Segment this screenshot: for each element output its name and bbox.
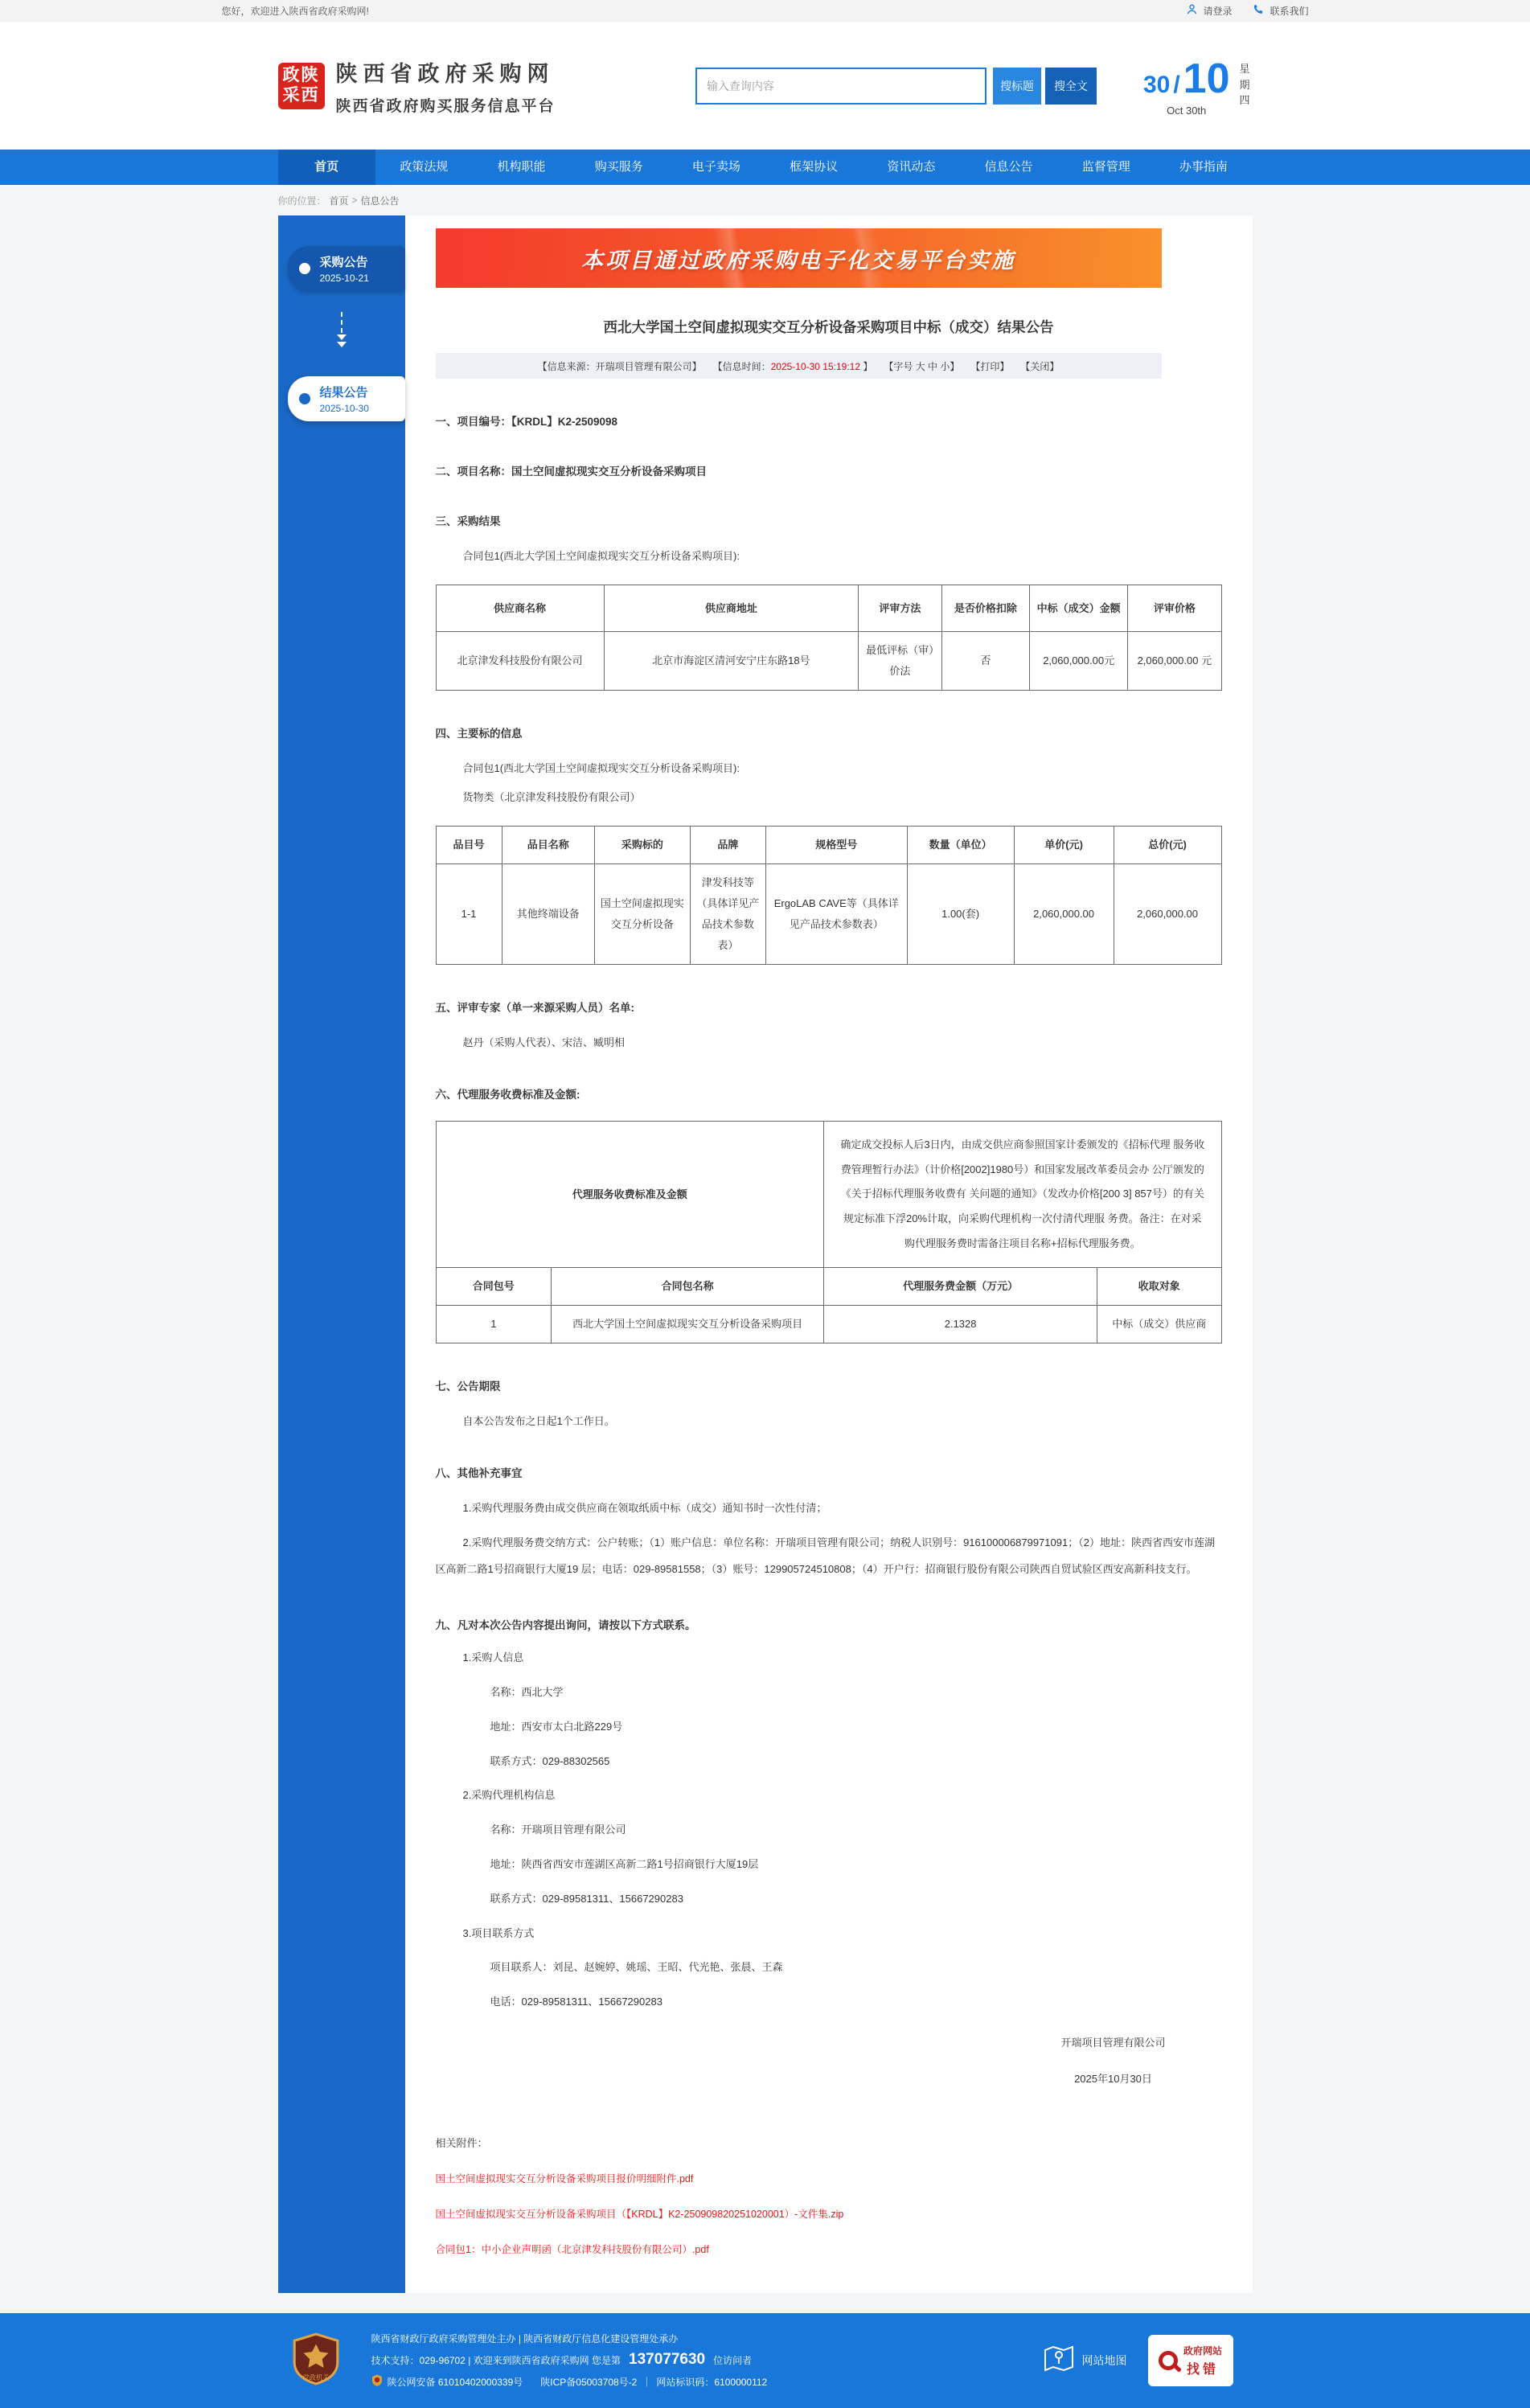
gov-website-error-report-button[interactable]: 政府网站 找错 — [1148, 2335, 1233, 2386]
phone-icon — [1253, 3, 1265, 18]
contact-link[interactable]: 联系我们 — [1253, 3, 1308, 18]
nav-item-e-mall[interactable]: 电子卖场 — [691, 160, 740, 174]
nav-item-guide[interactable]: 办事指南 — [1179, 160, 1228, 174]
contact-line: 名称：西北大学 — [490, 1686, 564, 1699]
main-items-table — [436, 826, 1222, 965]
site-code: 网站标识码：6100000112 — [656, 2376, 768, 2388]
table-row: 北京津发科技股份有限公司 北京市海淀区清河安宁庄东路18号 最低评标（审）价法 否 2,060,000.00元 2,060,000.00 元 — [436, 632, 1221, 691]
map-icon — [1044, 2345, 1074, 2375]
section-3-heading: 三、采购结果 — [435, 515, 501, 527]
close-button[interactable]: 【关闭】 — [1020, 360, 1060, 372]
announcement-timeline-sidebar — [278, 215, 405, 2293]
announcement-period: 自本公告发布之日起1个工作日。 — [462, 1415, 615, 1428]
police-badge-icon — [371, 2374, 383, 2389]
timeline-step-procurement-announcement[interactable]: 采购公告 2025-10-21 — [288, 246, 405, 291]
section-5-heading: 五、评审专家（单一来源采购人员）名单: — [435, 1002, 634, 1015]
nav-item-policies[interactable]: 政策法规 — [400, 160, 449, 174]
magnifier-icon — [1159, 2351, 1178, 2370]
nav-item-news[interactable]: 资讯动态 — [887, 160, 936, 174]
section-9-heading: 九、凡对本次公告内容提出询问，请按以下方式联系。 — [435, 1619, 696, 1632]
fee-standard-description: 确定成交投标人后3日内，由成交供应商参照国家计委颁发的《招标代理 服务收费管理暂行办法》（计价格[2002]1980号）和国家发展改革委员会办 公厅颁发的《关于招标代理服务收费有 关问题的通知》（发改办价格[200 3] 857号）的有关规定标准下浮20%计取，向采购代理机构一次付清代理服 务费。备注：在对采购代理服务费时需备注项目名称+招标代理服务费。 — [824, 1122, 1221, 1268]
welcome-text: 您好，欢迎进入陕西省政府采购网! — [221, 5, 369, 17]
site-footer — [0, 2313, 1530, 2408]
nav-item-home[interactable]: 首页 — [278, 150, 375, 185]
agency-fee-table — [436, 1121, 1222, 1343]
section-7-heading: 七、公告期限 — [435, 1380, 501, 1393]
expert-list: 赵丹（采购人代表）、宋洁、臧明相 — [462, 1036, 626, 1049]
breadcrumb-current: 信息公告 — [360, 195, 400, 207]
nav-item-purchase-services[interactable]: 购买服务 — [594, 160, 643, 174]
date-weekday: 星期四 — [1239, 63, 1250, 106]
date-month: 10 — [1183, 55, 1230, 102]
attachment-link[interactable]: 国土空间虚拟现实交互分析设备采购项目报价明细附件.pdf — [435, 2172, 694, 2184]
platform-banner: 本项目通过政府采购电子化交易平台实施 — [436, 228, 1162, 288]
contact-line: 名称：开瑞项目管理有限公司 — [490, 1823, 626, 1836]
search-fulltext-button[interactable]: 搜全文 — [1045, 68, 1097, 105]
table-row: 1-1 其他终端设备 国土空间虚拟现实交互分析设备 津发科技等（具体详见产品技术参数表） ErgoLAB CAVE等（具体详见产品技术参数表） 1.00(套) 2,060,000.00 2,060,000.00 — [436, 864, 1221, 965]
section-4-heading: 四、主要标的信息 — [435, 728, 523, 740]
nav-item-announcements[interactable]: 信息公告 — [984, 160, 1033, 174]
timeline-arrow-down-icon — [341, 312, 343, 347]
print-button[interactable]: 【打印】 — [970, 360, 1010, 372]
announcement-title: 西北大学国土空间虚拟现实交互分析设备采购项目中标（成交）结果公告 — [603, 319, 1054, 335]
contract-package-intro: 合同包1(西北大学国土空间虚拟现实交互分析设备采购项目): — [462, 762, 740, 775]
meta-source: 【信息来源：开瑞项目管理有限公司】 — [537, 360, 702, 372]
goods-category-line: 货物类（北京津发科技股份有限公司） — [462, 791, 641, 804]
contact-line: 联系方式：029-88302565 — [490, 1754, 610, 1767]
font-size-controls[interactable]: 【字号 大 中 小】 — [884, 360, 960, 372]
attachments-section — [436, 2135, 1222, 2256]
section-6-heading: 六、代理服务收费标准及金额: — [435, 1089, 580, 1101]
main-navigation — [0, 150, 1530, 185]
breadcrumb: 你的位置： 首页 > 信息公告 — [277, 195, 400, 207]
main-content — [278, 215, 1253, 2293]
beian-link[interactable]: 陕公网安备 61010402000339号 — [387, 2376, 523, 2388]
nav-item-framework[interactable]: 框架协议 — [790, 160, 839, 174]
table-header-row: 合同包号 合同包名称 代理服务费金额（万元） 收取对象 — [436, 1268, 1221, 1306]
date-widget: 30 /10 Oct 30th 星期四 — [1143, 55, 1253, 117]
svg-text:党政机关: 党政机关 — [302, 2373, 329, 2381]
timeline-dot — [299, 393, 310, 404]
date-english: Oct 30th — [1167, 105, 1207, 117]
logo-seal-icon: 政陕 采西 — [278, 63, 325, 109]
signature-company: 开瑞项目管理有限公司 — [1060, 2037, 1166, 2049]
footer-organizer-line: 陕西省财政厅政府采购管理处主办 | 陕西省财政厅信息化建设管理处承办 — [371, 2333, 679, 2345]
icp-link[interactable]: 陕ICP备05003708号-2 — [540, 2376, 638, 2388]
table-header-row: 供应商名称 供应商地址 评审方法 是否价格扣除 中标（成交）金额 评审价格 — [436, 585, 1221, 632]
section-8-heading: 八、其他补充事宜 — [435, 1467, 523, 1480]
breadcrumb-home[interactable]: 首页 — [329, 195, 349, 207]
meta-time: 【信息时间：2025-10-30 15:19:12 】 — [712, 360, 873, 372]
supplementary-item-2: 2.采购代理服务费交纳方式：公户转账；（1）账户信息：单位名称：开瑞项目管理有限公司；纳税人识别号：916100006879971091；（2）地址：陕西省西安市莲湖区高新二路1号招商银行大厦19 层；电话：029-89581558；（3）账号：129905724510808；（4）开户行：招商银行股份有限公司陕西自贸试验区西安高新科技支行。 — [435, 1536, 1215, 1575]
attachments-label: 相关附件： — [435, 2136, 488, 2149]
site-title: 陕西省政府采购网 — [335, 61, 555, 86]
search-title-button[interactable]: 搜标题 — [993, 68, 1041, 105]
contact-line: 电话：029-89581311、15667290283 — [490, 1996, 662, 2008]
top-utility-bar — [0, 0, 1530, 22]
fee-standard-label: 代理服务收费标准及金额 — [436, 1122, 824, 1268]
site-header — [0, 22, 1530, 150]
article-meta-bar — [436, 353, 1162, 379]
contact-line: 联系方式：029-89581311、15667290283 — [490, 1892, 683, 1905]
user-icon — [1186, 3, 1198, 18]
table-row — [436, 1122, 1221, 1268]
signature-block — [436, 2035, 1222, 2088]
table-row: 1 西北大学国土空间虚拟现实交互分析设备采购项目 2.1328 中标（成交）供应商 — [436, 1306, 1221, 1343]
signature-date: 2025年10月30日 — [1074, 2072, 1152, 2085]
nav-item-functions[interactable]: 机构职能 — [497, 160, 546, 174]
site-logo[interactable] — [278, 56, 556, 116]
attachment-link[interactable]: 国土空间虚拟现实交互分析设备采购项目（【KRDL】K2-250909820251020001）-文件集.zip — [435, 2208, 844, 2220]
section-1-heading: 一、项目编号：【KRDL】K2-2509098 — [435, 416, 618, 428]
party-government-badge-icon — [291, 2332, 341, 2388]
visitor-count: 137077630 — [629, 2351, 706, 2369]
date-day: 30 — [1142, 72, 1171, 98]
procurement-result-table — [436, 585, 1222, 691]
footer-registration-line: 陕公网安备 61010402000339号 陕ICP备05003708号-2 ｜ 网站标识码：6100000112 — [371, 2374, 768, 2389]
timeline-dot — [299, 263, 310, 274]
search-input[interactable] — [695, 68, 987, 105]
breadcrumb-prefix: 你的位置： — [277, 195, 326, 207]
contact-line: 地址：西安市太白北路229号 — [490, 1720, 623, 1733]
announcement-card — [405, 215, 1253, 2293]
login-link[interactable]: 请登录 — [1186, 3, 1232, 18]
nav-item-supervision[interactable]: 监督管理 — [1081, 160, 1130, 174]
search-box — [695, 68, 1097, 105]
sitemap-link[interactable]: 网站地图 — [1044, 2345, 1127, 2375]
contact-group-title: 2.采购代理机构信息 — [462, 1789, 556, 1802]
contract-package-intro: 合同包1(西北大学国土空间虚拟现实交互分析设备采购项目): — [462, 550, 740, 562]
table-header-row: 品目号 品目名称 采购标的 品牌 规格型号 数量（单位） 单价(元) 总价(元) — [436, 827, 1221, 864]
contact-group-title: 3.项目联系方式 — [462, 1926, 535, 1939]
footer-visitor-line: 技术支持：029-96702 | 欢迎来到陕西省政府采购网 您是第 137077630 位访问者 — [371, 2351, 753, 2369]
contact-line: 地址：陕西省西安市莲湖区高新二路1号招商银行大厦19层 — [490, 1858, 759, 1871]
contact-group-title: 1.采购人信息 — [462, 1651, 524, 1664]
attachment-link[interactable]: 合同包1：中小企业声明函（北京津发科技股份有限公司）.pdf — [435, 2243, 709, 2255]
timeline-step-result-announcement[interactable]: 结果公告 2025-10-30 — [288, 376, 405, 421]
section-2-heading: 二、项目名称：国土空间虚拟现实交互分析设备采购项目 — [435, 466, 707, 478]
site-subtitle: 陕西省政府购买服务信息平台 — [335, 97, 556, 115]
contact-line: 项目联系人：刘昆、赵婉婷、姚瑶、王昭、代光艳、张晨、王森 — [490, 1961, 783, 1974]
supplementary-item-1: 1.采购代理服务费由成交供应商在领取纸质中标（成交）通知书时一次性付清； — [462, 1502, 827, 1515]
